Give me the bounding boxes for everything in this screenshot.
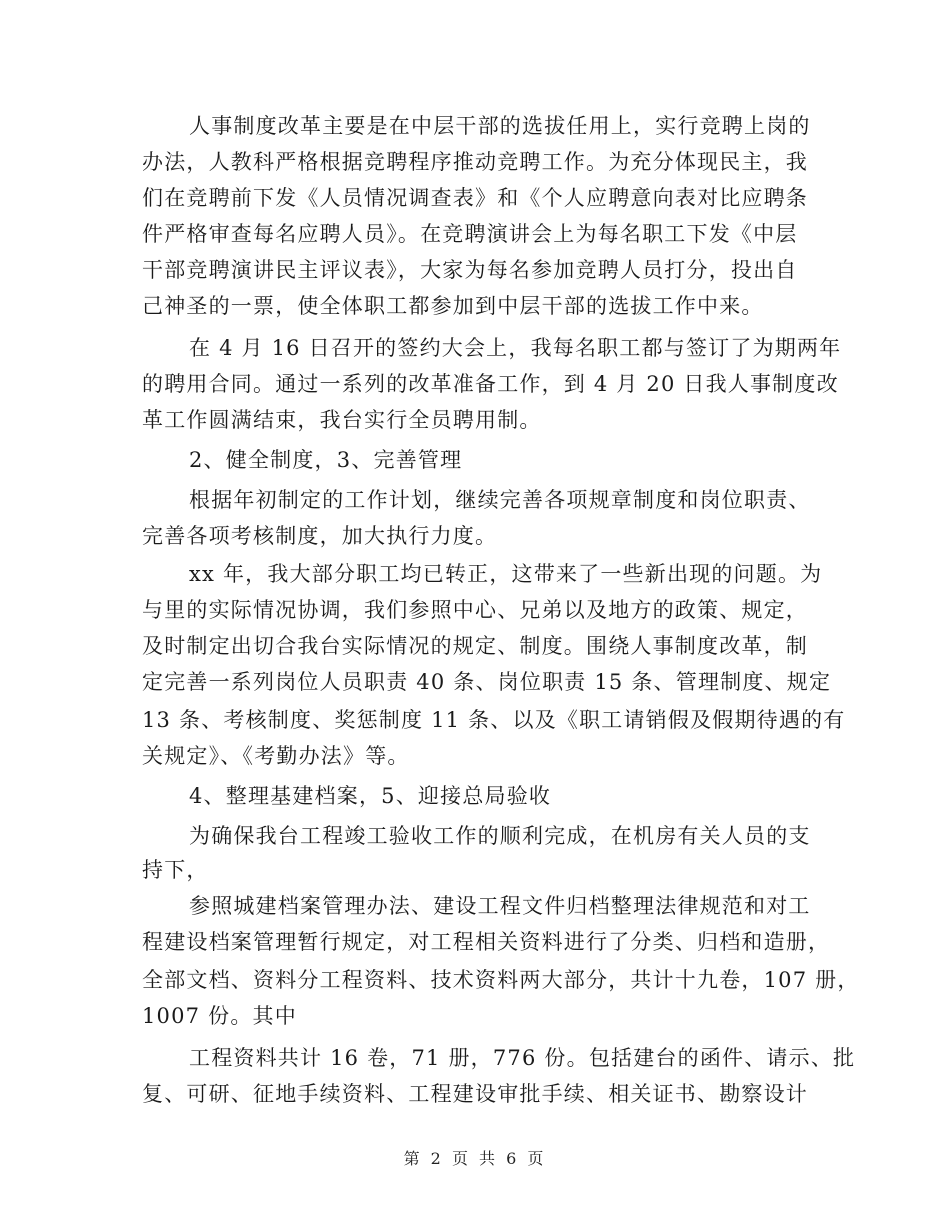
text-line: 参照城建档案管理办法、建设工程文件归档整理法律规范和对工 bbox=[189, 894, 811, 918]
text-line: 程建设档案管理暂行规定，对工程相关资料进行了分类、归档和造册， bbox=[142, 930, 831, 954]
text-line: 办法，人教科严格根据竞聘程序推动竞聘工作。为充分体现民主，我 bbox=[142, 150, 808, 174]
text-line: 13 条、考核制度、奖惩制度 11 条、以及《职工请销假及假期待遇的有 bbox=[142, 708, 846, 732]
text-line: 为确保我台工程竣工验收工作的顺利完成，在机房有关人员的支 bbox=[189, 824, 811, 848]
text-line: 的聘用合同。通过一系列的改革准备工作，到 4 月 20 日我人事制度改 bbox=[142, 372, 839, 396]
text-line: xx 年，我大部分职工均已转正，这带来了一些新出现的问题。为 bbox=[189, 562, 823, 586]
text-line: 复、可研、征地手续资料、工程建设审批手续、相关证书、勘察设计 bbox=[142, 1082, 808, 1106]
text-line: 持下， bbox=[142, 858, 209, 882]
text-line: 关规定》、《考勤办法》等。 bbox=[142, 744, 410, 768]
text-line: 在 4 月 16 日召开的签约大会上，我每名职工都与签订了为期两年 bbox=[189, 336, 842, 360]
text-line: 工程资料共计 16 卷，71 册，776 份。包括建台的函件、请示、批 bbox=[189, 1046, 856, 1070]
text-line: 1007 份。其中 bbox=[142, 1004, 297, 1028]
text-line: 们在竞聘前下发《人员情况调查表》和《个人应聘意向表对比应聘条 bbox=[142, 186, 808, 210]
text-line: 及时制定出切合我台实际情况的规定、制度。围绕人事制度改革，制 bbox=[142, 634, 808, 658]
text-line: 件严格审查每名应聘人员》。在竞聘演讲会上为每名职工下发《中层 bbox=[142, 222, 798, 246]
section-heading: 2、健全制度，3、完善管理 bbox=[189, 448, 463, 472]
text-line: 根据年初制定的工作计划，继续完善各项规章制度和岗位职责、 bbox=[189, 488, 811, 512]
page-footer: 第 2 页 共 6 页 bbox=[403, 1149, 547, 1168]
section-heading: 4、整理基建档案，5、迎接总局验收 bbox=[189, 784, 552, 808]
text-line: 人事制度改革主要是在中层干部的选拔任用上，实行竞聘上岗的 bbox=[189, 114, 811, 138]
text-line: 革工作圆满结束，我台实行全员聘用制。 bbox=[142, 408, 542, 432]
text-line: 全部文档、资料分工程资料、技术资料两大部分，共计十九卷，107 册， bbox=[142, 968, 860, 992]
text-line: 定完善一系列岗位人员职责 40 条、岗位职责 15 条、管理制度、规定 bbox=[142, 670, 832, 694]
text-line: 己神圣的一票，使全体职工都参加到中层干部的选拔工作中来。 bbox=[142, 294, 764, 318]
text-line: 干部竞聘演讲民主评议表》，大家为每名参加竞聘人员打分，投出自 bbox=[142, 258, 798, 282]
text-line: 与里的实际情况协调，我们参照中心、兄弟以及地方的政策、规定， bbox=[142, 598, 808, 622]
text-line: 完善各项考核制度，加大执行力度。 bbox=[142, 524, 498, 548]
